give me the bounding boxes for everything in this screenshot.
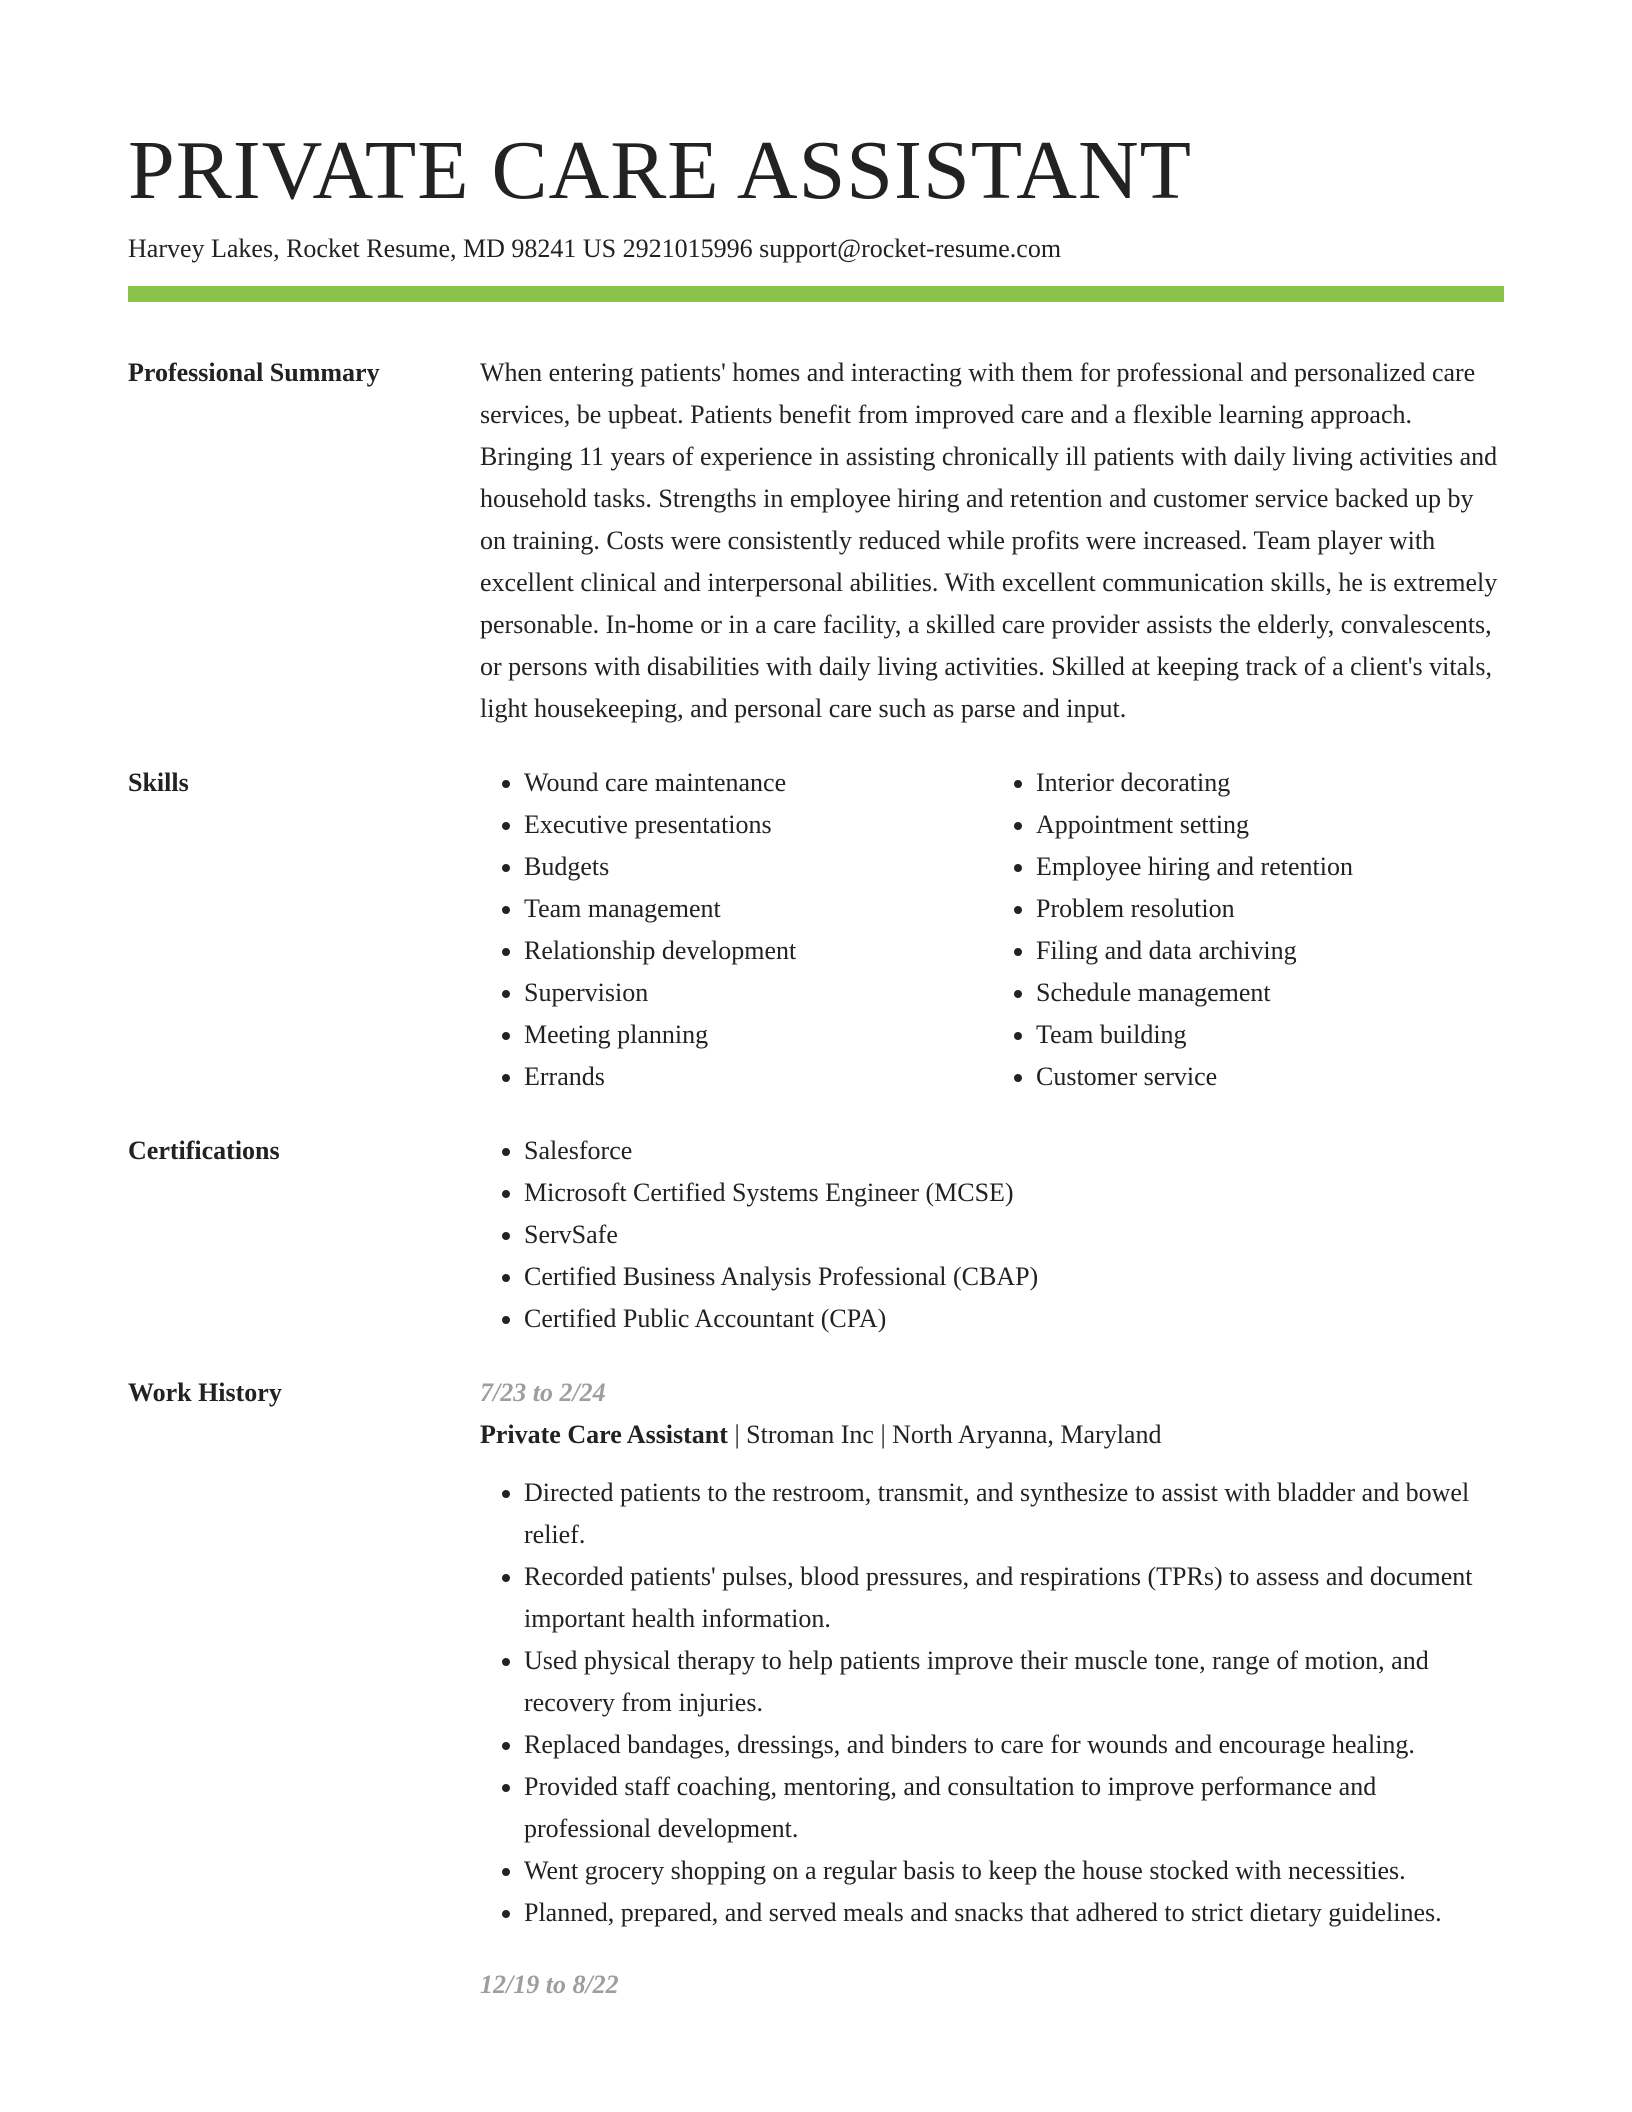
work-history-body xyxy=(480,1372,1504,2006)
section-label-work-history: Work History xyxy=(128,1378,282,1407)
certification-item: • Salesforce xyxy=(524,1130,1504,1172)
skills-body xyxy=(480,762,1504,1098)
skill-item: • Problem resolution xyxy=(1036,888,1504,930)
job-entry xyxy=(480,1372,1504,1934)
certifications-list xyxy=(480,1130,1504,1340)
job-bullet: • Replaced bandages, dressings, and binders to care for wounds and encourage healing. xyxy=(524,1724,1504,1766)
skill-item: • Meeting planning xyxy=(524,1014,992,1056)
summary-text: When entering patients' homes and interacting with them for professional and personalized care services, be upbeat. Patients benefit from improved care and a flexible learning approach. Bringing 11 years of experience in assisting chronically ill patients with daily living activities and household tasks. Strengths in employee hiring and retention and customer service backed up by on training. Costs were consistently reduced while profits were increased. Team player with excellent clinical and interpersonal abilities. With excellent communication skills, he is extremely personable. In-home or in a care facility, a skilled care provider assists the elderly, convalescents, or persons with disabilities with daily living activities. Skilled at keeping track of a client's vitals, light housekeeping, and personal care such as parse and input. xyxy=(480,358,1498,723)
job-dates: 12/19 to 8/22 xyxy=(480,1970,619,1999)
job-bullet: • Went grocery shopping on a regular basis to keep the house stocked with necessities. xyxy=(524,1850,1504,1892)
certifications-section xyxy=(128,1130,1504,1340)
work-history-section xyxy=(128,1372,1504,2006)
resume-page xyxy=(128,0,1504,2006)
skills-section xyxy=(128,762,1504,1098)
skill-item: • Schedule management xyxy=(1036,972,1504,1014)
certification-item: • ServSafe xyxy=(524,1214,1504,1256)
skill-item: • Team management xyxy=(524,888,992,930)
resume-title: PRIVATE CARE ASSISTANT xyxy=(128,124,1192,217)
summary-section xyxy=(128,352,1504,730)
certifications-body xyxy=(480,1130,1504,1340)
section-label-skills: Skills xyxy=(128,768,189,797)
job-title: Private Care Assistant xyxy=(480,1420,728,1449)
skill-item: • Interior decorating xyxy=(1036,762,1504,804)
job-heading xyxy=(480,1414,1504,1456)
section-label-certifications: Certifications xyxy=(128,1136,280,1165)
job-bullet: • Recorded patients' pulses, blood pressures, and respirations (TPRs) to assess and document important health information. xyxy=(524,1556,1504,1640)
skill-item: • Relationship development xyxy=(524,930,992,972)
skill-item: • Executive presentations xyxy=(524,804,992,846)
skill-item: • Employee hiring and retention xyxy=(1036,846,1504,888)
job-bullet: • Used physical therapy to help patients improve their muscle tone, range of motion, and recovery from injuries. xyxy=(524,1640,1504,1724)
header-divider xyxy=(128,286,1504,302)
skill-item: • Customer service xyxy=(1036,1056,1504,1098)
job-details: | Stroman Inc | North Aryanna, Maryland xyxy=(727,1420,1162,1449)
skill-item: • Errands xyxy=(524,1056,992,1098)
contact-line: Harvey Lakes, Rocket Resume, MD 98241 US 2921015996 support@rocket-resume.com xyxy=(128,234,1062,263)
skill-item: • Supervision xyxy=(524,972,992,1014)
summary-body xyxy=(480,352,1504,730)
skills-list-left xyxy=(480,762,992,1098)
skill-item: • Wound care maintenance xyxy=(524,762,992,804)
skill-item: • Filing and data archiving xyxy=(1036,930,1504,972)
skill-item: • Appointment setting xyxy=(1036,804,1504,846)
certification-item: • Certified Public Accountant (CPA) xyxy=(524,1298,1504,1340)
skills-list-right xyxy=(992,762,1504,1098)
job-dates: 7/23 to 2/24 xyxy=(480,1378,606,1407)
job-bullet: • Directed patients to the restroom, transmit, and synthesize to assist with bladder and bowel relief. xyxy=(524,1472,1504,1556)
job-entry xyxy=(480,1964,1504,2006)
job-bullet: • Provided staff coaching, mentoring, and consultation to improve performance and professional development. xyxy=(524,1766,1504,1850)
skill-item: • Team building xyxy=(1036,1014,1504,1056)
job-bullets xyxy=(480,1472,1504,1934)
job-bullet: • Planned, prepared, and served meals and snacks that adhered to strict dietary guidelines. xyxy=(524,1892,1504,1934)
certification-item: • Certified Business Analysis Professional (CBAP) xyxy=(524,1256,1504,1298)
certification-item: • Microsoft Certified Systems Engineer (MCSE) xyxy=(524,1172,1504,1214)
section-label-summary: Professional Summary xyxy=(128,358,380,387)
skill-item: • Budgets xyxy=(524,846,992,888)
